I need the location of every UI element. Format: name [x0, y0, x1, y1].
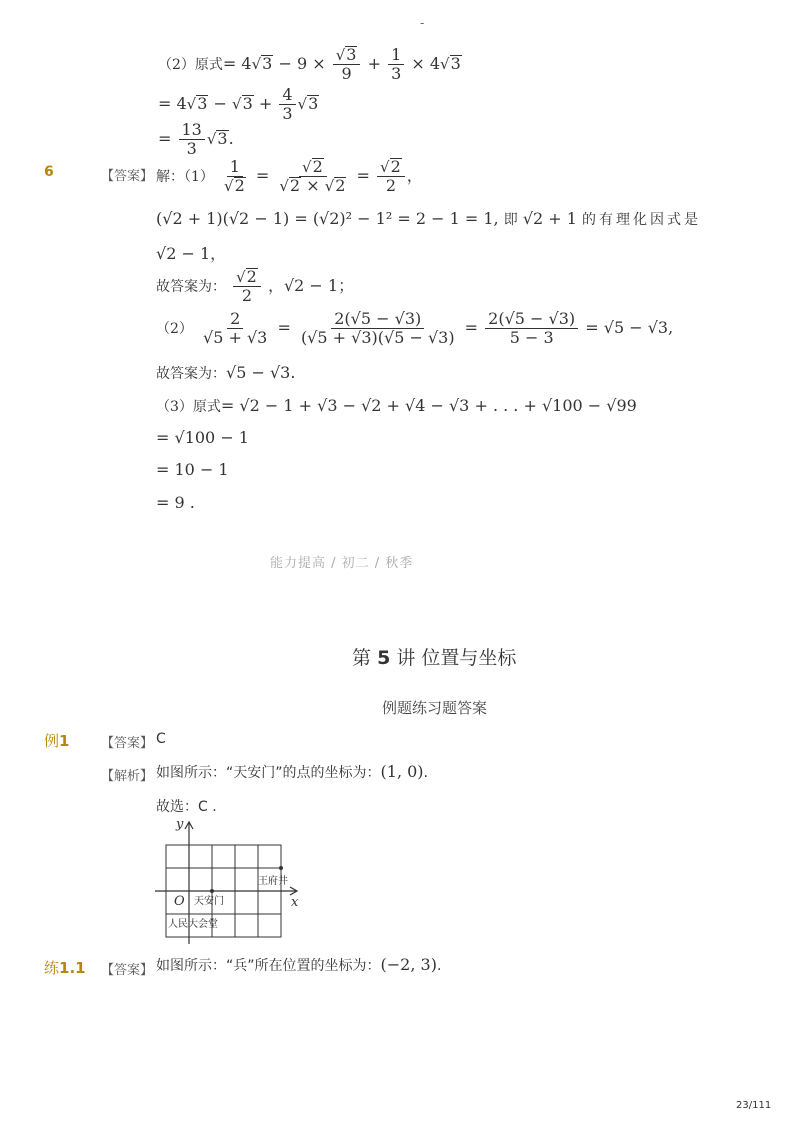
text: 的有理化因式是 — [582, 212, 702, 228]
eq-sign: = — [255, 166, 270, 186]
term: × 4 — [411, 54, 441, 74]
fraction: $\frac{13}{3}$ — [179, 121, 205, 158]
analysis-tag: 【解析】 — [101, 769, 154, 784]
period: . — [423, 765, 428, 781]
answer-text: 如图所示：“兵”所在位置的坐标为： — [156, 958, 381, 974]
fraction: $\frac{1}{√2}$ — [224, 157, 245, 195]
period: . — [436, 958, 442, 974]
example-label: 例1 — [44, 732, 70, 750]
prev-part2-line1: （2）原式= 4√3 − 9 × $\frac{√3}{9}$ + $\frac{1}{3}$ × 4√3 — [158, 45, 461, 83]
comma: ， — [406, 166, 423, 186]
fraction: $\frac{√2}{2}$ — [233, 268, 261, 305]
analysis-text: 如图所示：“天安门”的点的坐标为： — [156, 765, 381, 781]
lecture-title — [352, 643, 516, 670]
math-expr: = √5 − √3, — [585, 317, 674, 337]
text: 故答案为： — [156, 279, 226, 296]
fraction: $\frac{1}{3}$ — [388, 46, 404, 83]
title-prefix: 第 — [352, 647, 372, 669]
text: 即 — [503, 212, 518, 228]
eq-sign: = — [158, 128, 172, 148]
plus: + — [258, 93, 273, 113]
eq-sign: = — [277, 317, 291, 337]
math-expr: ，√2 − 1； — [267, 276, 355, 296]
math-expr: √2 − 1 — [156, 244, 211, 263]
coef: 4 — [241, 54, 252, 74]
q6-part3-line4: = 9 . — [156, 493, 195, 512]
period: . — [290, 363, 296, 382]
part-label: 解：（1） — [156, 169, 214, 186]
part-label: （3）原式 — [156, 399, 221, 415]
eq-sign: = — [222, 54, 237, 74]
period: . — [228, 128, 234, 148]
q6-so-answer-2 — [156, 363, 295, 383]
tiananmen-label: 天安门 — [194, 896, 224, 907]
y-label: y — [176, 817, 184, 832]
fraction: $\frac{2(√5 - √3)}{(√5 + √3)(√5 - √3)}$ — [300, 309, 455, 347]
math-expr: = √2 − 1 + √3 − √2 + √4 − √3 + . . . + √100 − √99 — [220, 396, 637, 415]
renmin-label: 人民大会堂 — [168, 919, 218, 930]
prev-part2-line3: = $\frac{13}{3}$ √3. — [158, 120, 234, 158]
fraction: $\frac{2(√5 - √3)}{5 - 3}$ — [485, 310, 578, 347]
math-expr: √2 + 1 — [522, 209, 577, 228]
answer-tag: 【答案】 — [101, 963, 154, 978]
comma: ， — [210, 244, 227, 263]
page-number: 23/111 — [736, 1100, 772, 1111]
part-label: （2） — [156, 320, 193, 337]
q6-part3-line3: = 10 − 1 — [156, 460, 229, 479]
section-subtitle: 例题练习题答案 — [382, 699, 488, 717]
q6-part1-line1 — [156, 158, 423, 195]
plus: + — [367, 54, 381, 74]
fraction: $\frac{√3}{9}$ — [333, 46, 361, 83]
q6-so-answer-1 — [156, 268, 354, 305]
math-expr: (√2 + 1)(√2 − 1) = (√2)² − 1² = 2 − 1 = 1, — [156, 209, 499, 228]
eq-sign: = — [464, 317, 479, 337]
q6-part1-line3 — [156, 241, 226, 264]
top-mark: - — [420, 16, 425, 30]
term: = 4 — [158, 93, 187, 113]
fraction: $\frac{4}{3}$ — [279, 86, 295, 123]
coordinate: (1, 0) — [380, 762, 424, 781]
answer-value: C — [156, 731, 166, 747]
fraction: $\frac{2}{√5 + √3}$ — [203, 309, 268, 347]
coordinate-grid-figure — [150, 814, 310, 946]
part2-label: （2）原式 — [158, 57, 223, 74]
term: − 9 × — [278, 54, 326, 74]
page-footer: 能力提高 / 初二 / 秋季 — [270, 556, 414, 571]
answer-tag: 【答案】 — [101, 169, 154, 184]
analysis-line — [156, 762, 428, 782]
eq-sign: = — [356, 166, 370, 186]
x-label: x — [291, 895, 299, 910]
origin-label: O — [174, 894, 185, 909]
fraction: $\frac{√2}{√2 \times √2}$ — [279, 157, 346, 195]
q6-part3-line2: = √100 − 1 — [156, 428, 249, 447]
q6-part2-line — [156, 310, 673, 347]
math-expr: √5 − √3 — [226, 363, 291, 382]
fraction: $\frac{√2}{2}$ — [377, 158, 405, 195]
minus: − — [213, 93, 227, 113]
title-text: 讲 位置与坐标 — [396, 647, 517, 669]
prev-part2-line2: = 4√3 − √3 + $\frac{4}{3}$ √3 — [158, 85, 319, 123]
question-number: 6 — [44, 164, 54, 180]
wangfujing-point — [279, 866, 283, 870]
title-number: 5 — [377, 647, 391, 669]
q6-part3-line1 — [156, 396, 637, 416]
text: 故答案为： — [156, 366, 226, 382]
practice-answer-line — [156, 955, 441, 975]
wangfujing-label: 王府井 — [258, 876, 288, 887]
q6-part1-line2 — [156, 209, 701, 229]
answer-tag: 【答案】 — [101, 736, 154, 751]
coordinate: (−2, 3) — [380, 955, 437, 974]
tiananmen-point — [210, 889, 214, 893]
practice-label: 练1.1 — [44, 959, 86, 977]
choose-line: 故选：C . — [156, 799, 217, 815]
